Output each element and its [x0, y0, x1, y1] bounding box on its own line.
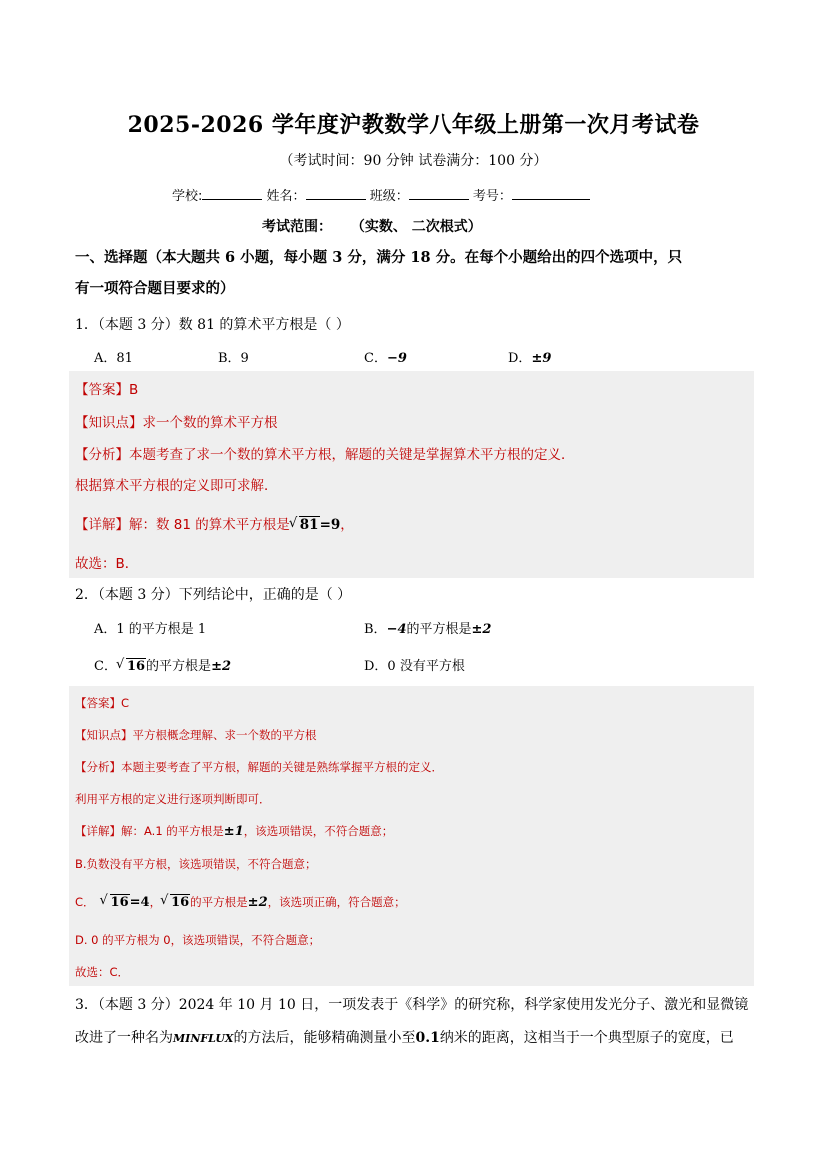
q1-answer-box: [69, 371, 754, 578]
q2-detail-c: C．√ 16=4，√ 16的平方根是±2，该选项正确，符合题意；: [75, 894, 406, 910]
q2-option-b: B．−4的平方根是±2: [364, 622, 492, 637]
section-heading-line1: 一、选择题（本大题共 6 小题，每小题 3 分，满分 18 分。在每个小题给出的四个选项中，只: [75, 249, 683, 266]
q2-detail-sqrt-16: √ 16: [101, 895, 130, 910]
exam-scope: [262, 216, 482, 236]
q3-stem-line1: 3．（本题 3 分）2024 年 10 月 10 日，一项发表于《科学》的研究称，科学家使用发光分子、激光和显微镜: [75, 997, 749, 1013]
school-blank[interactable]: [202, 187, 262, 200]
q2-sqrt-16: √ 16: [117, 659, 146, 674]
exam-number-blank[interactable]: [512, 187, 590, 200]
q2-detail-a: 【详解】解：A.1 的平方根是±1，该选项错误，不符合题意；: [75, 824, 394, 839]
q1-sqrt-81: √ 81: [290, 517, 320, 533]
q1-option-d: D．±9: [508, 351, 552, 366]
q2-detail-d: D. 0 的平方根为 0，该选项错误，不符合题意；: [75, 933, 321, 947]
q2-detail-sqrt-16-b: √ 16: [161, 895, 190, 910]
class-blank[interactable]: [409, 187, 469, 200]
q1-option-d-math: ±9: [531, 351, 552, 366]
section-heading-line2: 有一项符合题目要求的）: [75, 280, 235, 297]
q2-conclusion: 故选：C．: [75, 965, 130, 979]
q1-stem: 1．（本题 3 分）数 81 的算术平方根是（ ）: [75, 317, 350, 333]
name-label: 姓名：: [266, 189, 306, 204]
class-label: 班级：: [369, 189, 409, 204]
q3-stem-line2: 改进了一种名为MINFLUX的方法后，能够精确测量小至0.1纳米的距离，这相当于一个典型原子的宽度，已: [75, 1030, 734, 1046]
q2-option-c: C．√ 16的平方根是±2: [94, 655, 231, 674]
school-label: 学校:: [172, 189, 203, 204]
q2-knowledge: 【知识点】平方根概念理解、求一个数的平方根: [75, 728, 317, 742]
q2-answer: 【答案】C: [75, 696, 130, 710]
q1-detail: 【详解】解：数 81 的算术平方根是√ 81=9，: [75, 513, 354, 533]
q2-analysis-line2: 利用平方根的定义进行逐项判断即可．: [75, 792, 271, 806]
exam-info: （考试时间：90 分钟 试卷满分：100 分）: [279, 153, 548, 169]
q2-option-a: A．1 的平方根是 1: [94, 622, 207, 637]
scope-value: （实数、 二次根式）: [350, 219, 482, 235]
q2-answer-box: [69, 686, 754, 986]
q1-analysis: 【分析】本题考查了求一个数的算术平方根，解题的关键是掌握算术平方根的定义．: [75, 447, 575, 463]
q1-option-c: C．−9: [364, 351, 407, 366]
page-title: 2025-2026 学年度沪教数学八年级上册第一次月考试卷: [127, 112, 700, 138]
q2-detail-b: B.负数没有平方根，该选项错误，不符合题意；: [75, 857, 317, 871]
q1-option-a: A．81: [94, 351, 133, 366]
q1-option-b: B．9: [218, 351, 249, 366]
info-fields-row: [172, 185, 590, 204]
q2-option-d: D．0 没有平方根: [364, 659, 465, 674]
q2-analysis: 【分析】本题主要考查了平方根，解题的关键是熟练掌握平方根的定义．: [75, 760, 443, 774]
name-blank[interactable]: [306, 187, 366, 200]
q1-conclusion: 故选：B．: [75, 556, 139, 572]
q1-answer: 【答案】B: [75, 382, 139, 398]
q1-knowledge: 【知识点】求一个数的算术平方根: [75, 415, 278, 431]
scope-label: 考试范围：: [262, 219, 332, 235]
q2-stem: 2．（本题 3 分）下列结论中，正确的是（ ）: [75, 587, 352, 603]
q1-option-c-math: −9: [386, 351, 407, 366]
exam-number-label: 考号：: [472, 189, 512, 204]
q1-analysis-line2: 根据算术平方根的定义即可求解．: [75, 478, 278, 494]
